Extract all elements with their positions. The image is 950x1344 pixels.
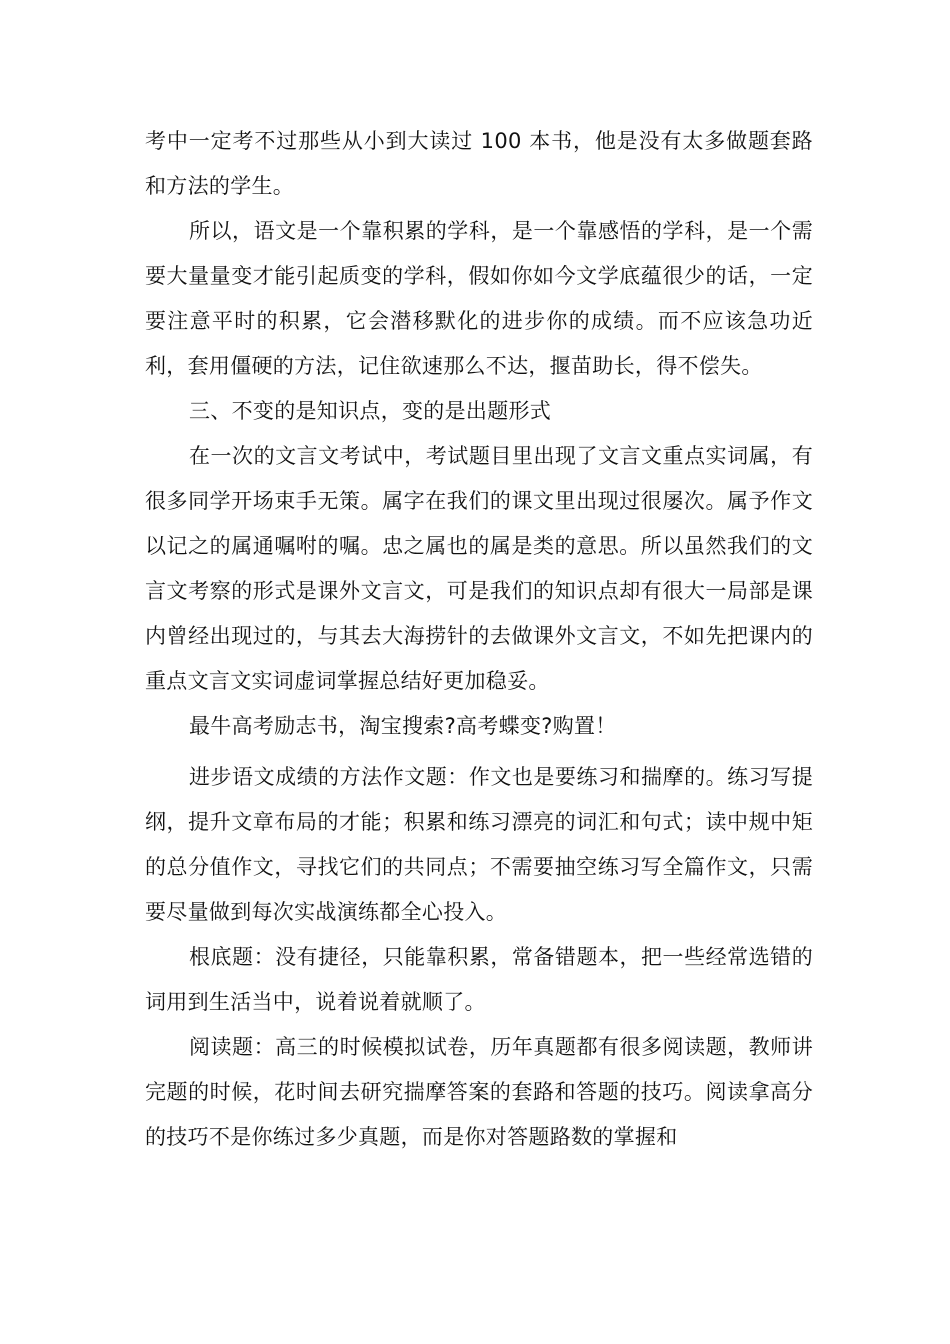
paragraph-5: 根底题：没有捷径，只能靠积累，常备错题本，把一些经常选错的词用到生活当中，说着说着就顺了。 [145,945,813,1014]
document-body [145,119,813,1160]
promo-line: 最牛高考励志书，淘宝搜索?高考蝶变?购置！ [189,714,617,738]
paragraph-3: 在一次的文言文考试中，考试题目里出现了文言文重点实词属，有很多同学开场束手无策。属字在我们的课文里出现过很屡次。属予作文以记之的属通嘱咐的嘱。忠之属也的属是类的意思。所以虽然我们的文言文考察的形式是课外文言文，可是我们的知识点却有很大一局部是课内曾经出现过的，与其去大海捞针的去做课外文言文，不如先把课内的重点文言文实词虚词掌握总结好更加稳妥。 [145,444,813,693]
paragraph-2: 所以，语文是一个靠积累的学科，是一个靠感悟的学科，是一个需要大量量变才能引起质变的学科，假如你如今文学底蕴很少的话，一定要注意平时的积累，它会潜移默化的进步你的成绩。而不应该急功近利，套用僵硬的方法，记住欲速那么不达，揠苗助长，得不偿失。 [145,219,813,378]
paragraph-6: 阅读题：高三的时候模拟试卷，历年真题都有很多阅读题，教师讲完题的时候，花时间去研究揣摩答案的套路和答题的技巧。阅读拿高分的技巧不是你练过多少真题，而是你对答题路数的掌握和 [145,1035,813,1149]
paragraph-1: 考中一定考不过那些从小到大读过 100 本书，他是没有太多做题套路和方法的学生。 [145,129,813,198]
section-heading: 三、不变的是知识点，变的是出题形式 [189,399,552,423]
paragraph-4: 进步语文成绩的方法作文题：作文也是要练习和揣摩的。练习写提纲，提升文章布局的才能；积累和练习漂亮的词汇和句式；读中规中矩的总分值作文，寻找它们的共同点；不需要抽空练习写全篇作文，只需要尽量做到每次实战演练都全心投入。 [145,765,813,924]
